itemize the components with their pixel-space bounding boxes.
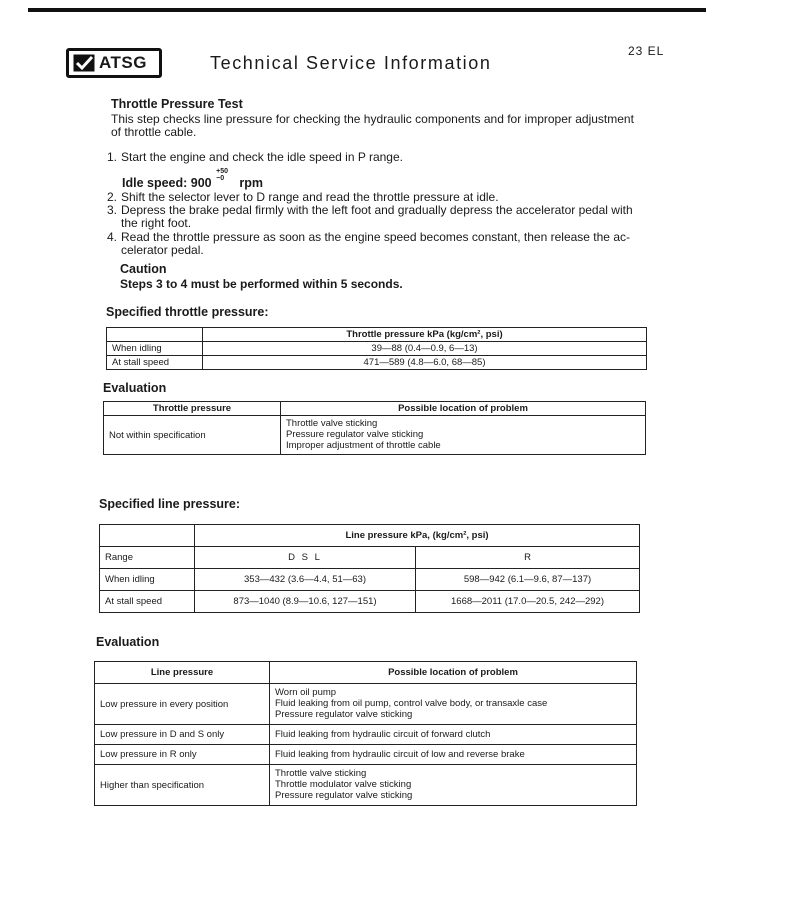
top-rule bbox=[28, 8, 706, 12]
line-table-header: Line pressure kPa, (kg/cm², psi) bbox=[195, 525, 640, 547]
table-row: Not within specification Throttle valve sticking Pressure regulator valve sticking Improper adjustment of throttle cable bbox=[104, 416, 646, 455]
section-title-spec-line: Specified line pressure: bbox=[99, 497, 241, 511]
idle-speed-label: Idle speed: 900 bbox=[122, 176, 212, 190]
step-2: 2. Shift the selector lever to D range and read the throttle pressure at idle. bbox=[107, 190, 499, 204]
atsg-logo bbox=[66, 48, 162, 78]
checkmark-icon bbox=[73, 54, 95, 72]
line-pressure-table bbox=[99, 524, 640, 613]
table-row: When idling 353—432 (3.6—4.4, 51—63) 598—942 (6.1—9.6, 87—137) bbox=[100, 569, 640, 591]
table-row: At stall speed 471—589 (4.8—6.0, 68—85) bbox=[107, 356, 647, 370]
intro-line-2: of throttle cable. bbox=[111, 125, 197, 139]
step-1: 1. Start the engine and check the idle speed in P range. bbox=[107, 150, 403, 164]
step-3: 3. Depress the brake pedal firmly with the left foot and gradually depress the accelerator pedal with the right foot. bbox=[107, 203, 633, 230]
intro-line-1: This step checks line pressure for checking the hydraulic components and for improper adjustment bbox=[111, 112, 634, 126]
document-title: Technical Service Information bbox=[210, 53, 492, 73]
table-row: At stall speed 873—1040 (8.9—10.6, 127—151) 1668—2011 (17.0—20.5, 242—292) bbox=[100, 591, 640, 613]
idle-speed-unit: rpm bbox=[239, 176, 264, 190]
throttle-pressure-table bbox=[106, 327, 647, 370]
table-row: When idling 39—88 (0.4—0.9, 6—13) bbox=[107, 342, 647, 356]
logo-text: ATSG bbox=[99, 53, 147, 72]
section-title-evaluation-1: Evaluation bbox=[103, 381, 167, 395]
table-row: Low pressure in R only Fluid leaking from hydraulic circuit of low and reverse brake bbox=[95, 745, 637, 765]
table-row: Range D S L R bbox=[100, 547, 640, 569]
table-row: Higher than specification Throttle valve sticking Throttle modulator valve sticking Pressure regulator valve sticking bbox=[95, 765, 637, 806]
table-row: Low pressure in D and S only Fluid leaking from hydraulic circuit of forward clutch bbox=[95, 725, 637, 745]
throttle-evaluation-table: Throttle pressure Possible location of problem Not within specification Throttle valve sticking Pressure regulator valve sticking Improper adjustment of throttle cable bbox=[103, 401, 646, 455]
caution-title: Caution bbox=[120, 262, 167, 276]
idle-tolerance: +50 −0 bbox=[216, 168, 228, 182]
section-title-spec-throttle: Specified throttle pressure: bbox=[106, 305, 269, 319]
table-row: Low pressure in every position Worn oil pump Fluid leaking from oil pump, control valve body, or transaxle case Pressure regulator valve sticking bbox=[95, 684, 637, 725]
page-number: 23 EL bbox=[628, 44, 665, 58]
caution-text: Steps 3 to 4 must be performed within 5 seconds. bbox=[120, 277, 403, 291]
section-title-throttle-test: Throttle Pressure Test bbox=[111, 97, 243, 111]
idle-speed-spec bbox=[122, 168, 263, 190]
step-4: 4. Read the throttle pressure as soon as the engine speed becomes constant, then release the ac- celerator pedal. bbox=[107, 230, 630, 257]
throttle-table-header: Throttle pressure kPa (kg/cm², psi) bbox=[203, 328, 647, 342]
section-title-evaluation-2: Evaluation bbox=[96, 635, 160, 649]
line-evaluation-table: Line pressure Possible location of problem Low pressure in every position Worn oil pump Fluid leaking from oil pump, control valve body, or transaxle case Pressure regulator valve sticking Low pressure in D and S only Fluid leaking from hydraulic circuit of forward clutch Low pressure in R only Fluid leaking from hydraulic circuit of low and reverse brake Higher than specification Throttle valve sticking Throttle modulator valve sticking Pressure regulator valve sticking bbox=[94, 661, 637, 806]
